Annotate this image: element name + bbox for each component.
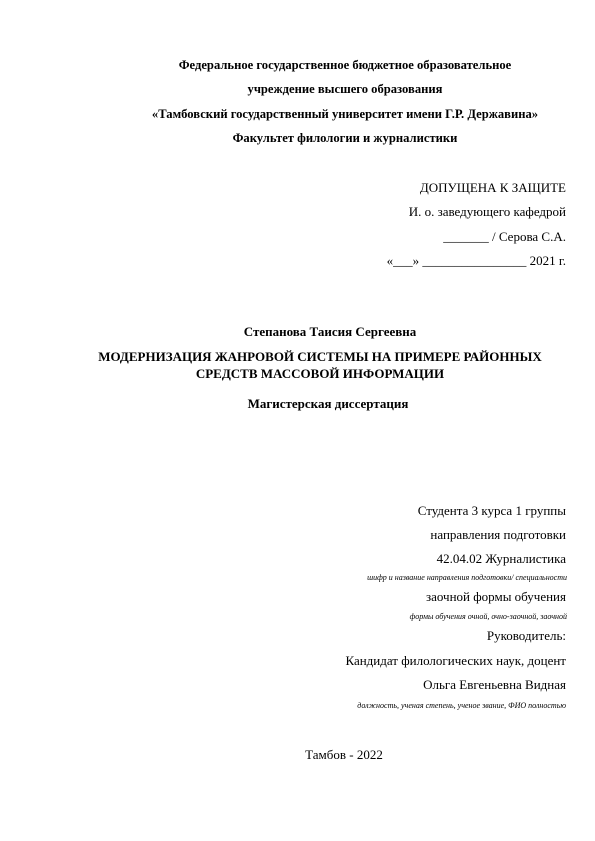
study-form: заочной формы обучения (425, 589, 566, 604)
approval-head-of-department: И. о. заведующего кафедрой (408, 204, 566, 219)
student-course-group: Студента 3 курса 1 группы (417, 503, 566, 518)
thesis-type: Магистерская диссертация (247, 396, 409, 411)
thesis-title-line-1: МОДЕРНИЗАЦИЯ ЖАНРОВОЙ СИСТЕМЫ НА ПРИМЕРЕ РАЙОННЫХ (98, 349, 542, 364)
supervisor-label: Руководитель: (486, 628, 566, 643)
institution-line-2: учреждение высшего образования (247, 82, 443, 96)
study-form-note: формы обучения очной, очно-заочной, заочной (409, 612, 567, 621)
supervisor-name: Ольга Евгеньевна Видная (423, 677, 566, 692)
study-direction-code: 42.04.02 Журналистика (436, 551, 566, 566)
supervisor-note: должность, ученая степень, ученое звание, ФИО полностью (357, 701, 566, 710)
study-direction-note: шифр и название направления подготовки/ специальности (367, 573, 567, 582)
institution-line-1: Федеральное государственное бюджетное образовательное (178, 58, 512, 72)
city-year: Тамбов - 2022 (305, 747, 383, 762)
institution-line-3: «Тамбовский государственный университет имени Г.Р. Державина» (151, 107, 539, 121)
approval-signature: _______ / Серова С.А. (443, 229, 566, 244)
study-direction-label: направления подготовки (430, 527, 566, 542)
thesis-title-line-2: СРЕДСТВ МАССОВОЙ ИНФОРМАЦИИ (195, 366, 445, 381)
approval-date: «___» ________________ 2021 г. (386, 253, 566, 268)
supervisor-degree: Кандидат филологических наук, доцент (345, 653, 566, 668)
faculty-line: Факультет филологии и журналистики (232, 131, 458, 145)
approval-heading: ДОПУЩЕНА К ЗАЩИТЕ (419, 180, 566, 195)
author-name: Степанова Таисия Сергеевна (243, 324, 417, 339)
